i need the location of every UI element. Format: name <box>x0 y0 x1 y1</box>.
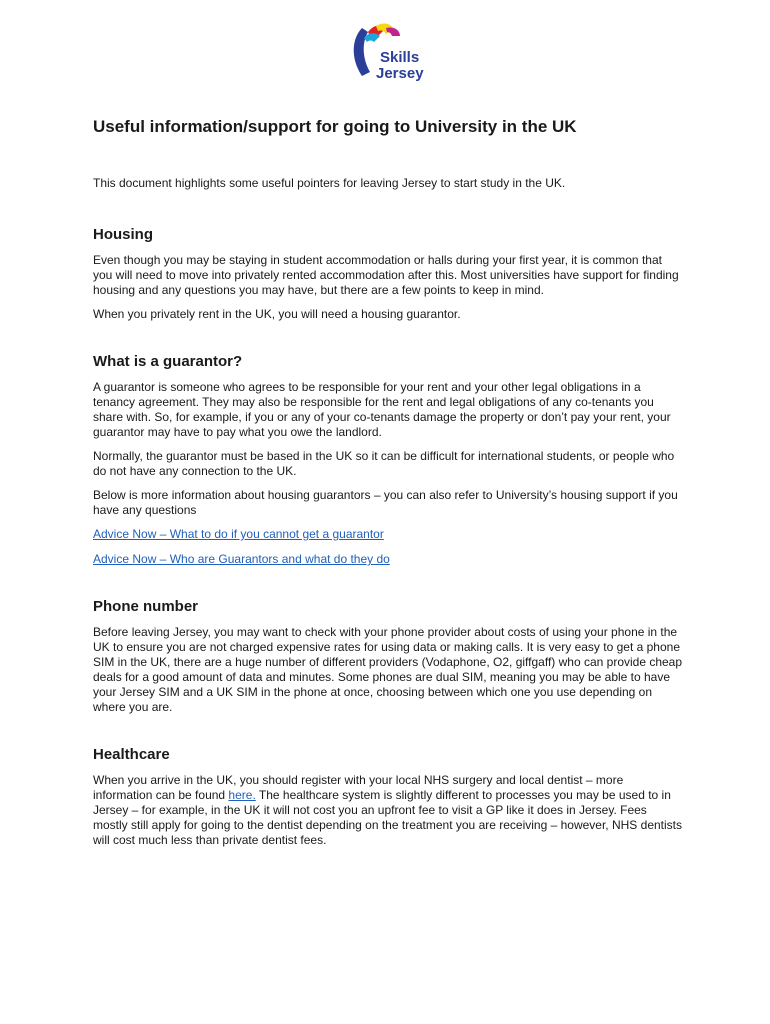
housing-paragraph-1: Even though you may be staying in student accommodation or halls during your first year, it is common that you will need to move into privately rented accommodation after this. Most universities have support for finding housing and any questions you may have, but there are a few points to keep in mind. <box>93 253 679 297</box>
phone-section <box>93 597 683 715</box>
guarantor-paragraph-3: Below is more information about housing guarantors – you can also refer to University’s housing support if you have any questions <box>93 488 678 517</box>
nhs-registration-here-link[interactable]: here. <box>228 788 256 802</box>
housing-paragraph-2: When you privately rent in the UK, you will need a housing guarantor. <box>93 307 461 321</box>
housing-heading: Housing <box>93 226 153 243</box>
phone-heading: Phone number <box>93 598 199 615</box>
logo-text-skills: Skills <box>380 49 420 66</box>
guarantor-section <box>93 352 683 567</box>
skills-jersey-logo <box>348 22 432 86</box>
guarantor-paragraph-2: Normally, the guarantor must be based in the UK so it can be difficult for international students, or people who do not have any connection to the UK. <box>93 449 675 478</box>
intro-paragraph: This document highlights some useful pointers for leaving Jersey to start study in the UK. <box>93 176 566 190</box>
guarantor-link-line-2 <box>93 552 683 567</box>
housing-section <box>93 225 683 322</box>
healthcare-text-after-link: The healthcare system is slightly different to processes you may be used to in Jersey – for example, in the UK it will not cost you an upfront fee to visit a GP like it does in Jersey. Fees mostly still apply for going to the dentist depending on the treatment you are receiving – however, NHS dentists will cost much less than private dentist fees. <box>93 788 682 847</box>
document-body <box>93 116 683 878</box>
logo-magenta-swoosh <box>386 27 400 36</box>
logo-graphic <box>348 22 432 86</box>
healthcare-text-before-link: When you arrive in the UK, you should register with your local NHS surgery and local dentist – more information can be found <box>93 773 624 802</box>
advice-now-cannot-get-guarantor-link[interactable]: Advice Now – What to do if you cannot get a guarantor <box>93 527 384 541</box>
guarantor-paragraph-1: A guarantor is someone who agrees to be responsible for your rent and your other legal obligations in a tenancy agreement. They may also be responsible for the rent and legal obligations of any co-tenants you share with. So, for example, if you or any of your co-tenants damage the property or don’t pay your rent, your guarantor may have to pay what you owe the landlord. <box>93 380 671 439</box>
guarantor-link-line-1 <box>93 527 683 542</box>
advice-now-who-are-guarantors-link[interactable]: Advice Now – Who are Guarantors and what do they do <box>93 552 390 566</box>
page-title: Useful information/support for going to University in the UK <box>93 117 577 136</box>
phone-paragraph-1: Before leaving Jersey, you may want to check with your phone provider about costs of using your phone in the UK to ensure you are not charged expensive rates for using data or making calls. It is very easy to get a phone SIM in the UK, there are a huge number of different providers (Vodaphone, O2, giffgaff) who can provide cheap deals for a good amount of data and minutes. Some phones are dual SIM, meaning you may be able to have your Jersey SIM and a UK SIM in the phone at once, choosing between which one you use depending on where you are. <box>93 625 683 714</box>
guarantor-heading: What is a guarantor? <box>93 353 243 370</box>
logo-text-jersey: Jersey <box>376 65 424 82</box>
healthcare-section <box>93 745 683 848</box>
healthcare-paragraph-1 <box>93 773 683 848</box>
healthcare-heading: Healthcare <box>93 746 170 763</box>
